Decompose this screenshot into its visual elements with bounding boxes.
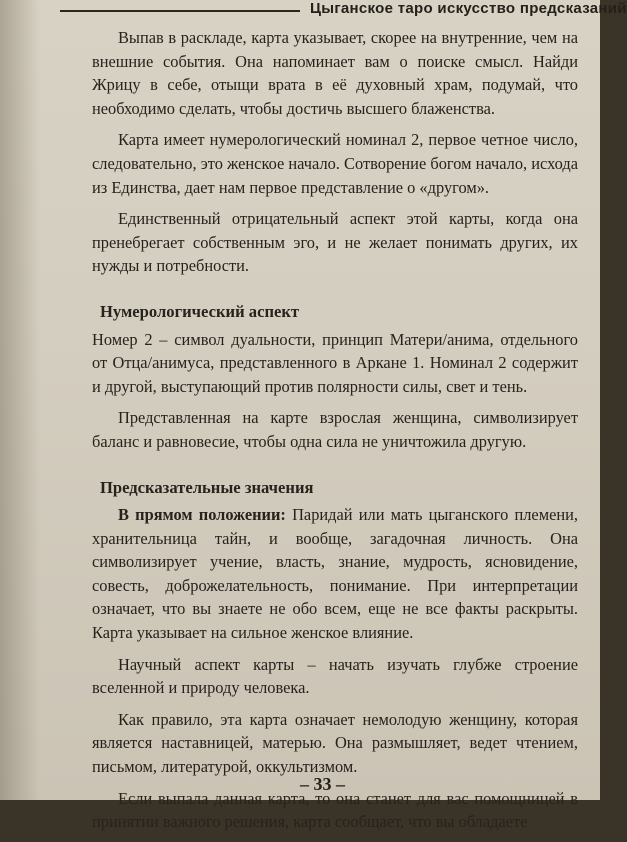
paragraph-2: Карта имеет нумерологический номинал 2, первое четное число, следовательно, это женское начало. Сотворение богом начало, исхода из Единства, дает нам первое представление о «другом». bbox=[92, 130, 578, 197]
numerology-paragraph-1: Номер 2 – символ дуальности, принцип Матери/анима, отдельного от Отца/анимуса, представленного в Аркане 1. Номинал 2 содержит и другой, выступающий против полярности силы, свет и тень. bbox=[92, 329, 578, 396]
upright-text: Паридай или мать цыганского племени, хранительница тайн, и вообще, загадочная личность. Она символизирует учение, власть, знание, мудрость, ясновидение, совесть, доброжелательность, понимание. При интерпретации означает, что вы знаете не обо всем, еще не все факты раскрыты. Карта указывает на сильное женское влияние. bbox=[92, 505, 578, 643]
paragraph-3: Единственный отрицательный аспект этой карты, когда она пренебрегает собственным эго, и не желает понимать других, их нужды и потребности. bbox=[92, 209, 578, 276]
upright-paragraph bbox=[92, 503, 578, 645]
heading-predictive: Предсказательные значения bbox=[100, 477, 314, 497]
page-number: – 33 – bbox=[300, 774, 345, 794]
binding-shadow bbox=[0, 0, 40, 800]
predictive-paragraph-4: Если выпала данная карта, то она станет для вас помощницей в принятии важного решения, карта сообщает, что вы обладаете bbox=[92, 788, 578, 832]
predictive-paragraph-3: Как правило, эта карта означает немолодую женщину, которая является наставницей, матерью. Она размышляет, ведет чтением, письмом, литературой, оккультизмом. bbox=[92, 709, 578, 777]
header-title: Цыганское таро искусство предсказаний bbox=[310, 0, 627, 17]
running-header bbox=[60, 0, 627, 22]
upright-label: В прямом положении: bbox=[118, 505, 286, 525]
numerology-paragraph-2: Представленная на карте взрослая женщина, символизирует баланс и равновесие, чтобы одна сила не уничтожила другую. bbox=[92, 408, 578, 451]
header-rule bbox=[60, 10, 300, 12]
predictive-paragraph-2: Научный аспект карты – начать изучать глубже строение вселенной и природу человека. bbox=[92, 654, 578, 698]
paragraph-1: Выпав в раскладе, карта указывает, скорее на внутренние, чем на внешние события. Она напоминает вам о поиске смысл. Найди Жрицу в себе, отыщи врата в её духовный храм, подумай, что необходимо сделать, чтобы достичь высшего блаженства. bbox=[92, 28, 578, 118]
body-text bbox=[92, 26, 578, 842]
heading-numerology: Нумерологический аспект bbox=[100, 301, 300, 321]
